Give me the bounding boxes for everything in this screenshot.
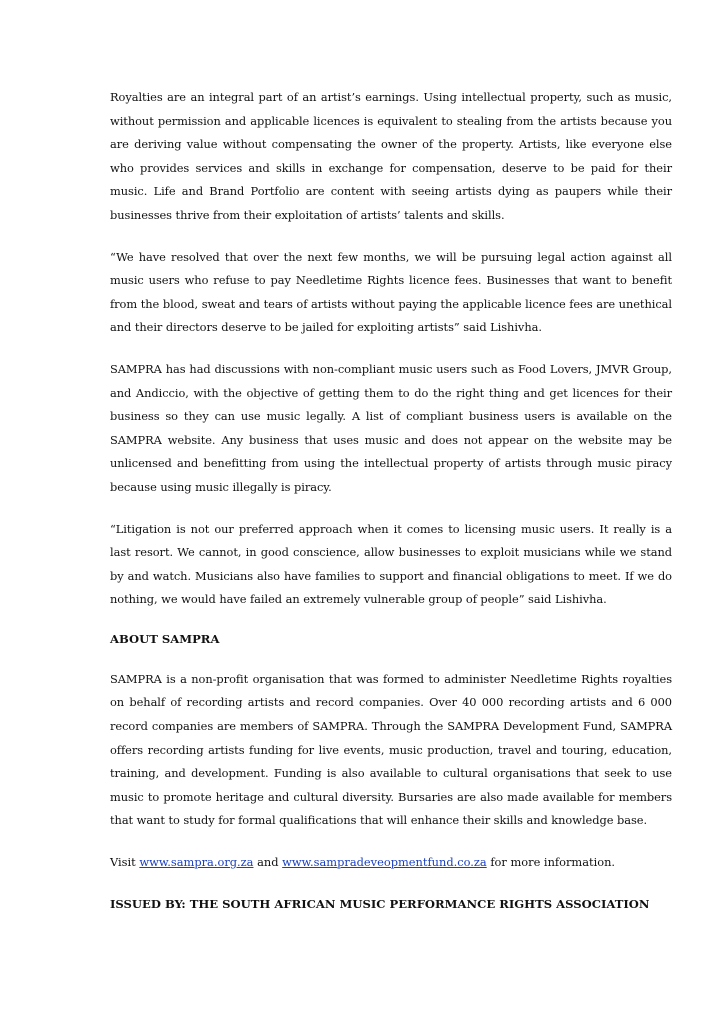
document-body [110,86,672,933]
paragraph-legal-action-quote: “We have resolved that over the next few months, we will be pursuing legal action against all music users who refuse to pay Needletime Rights licence fees. Businesses that want to benefit from the blood, sweat and tears of artists without paying the applicable licence fees are unethical and their directors deserve to be jailed for exploiting artists” said Lishivha. [110,249,672,335]
about-body: SAMPRA is a non-profit organisation that was formed to administer Needletime Rights royalties on behalf of recording artists and record companies. Over 40 000 recording artists and 6 000 record companies are members of SAMPRA. Through the SAMPRA Development Fund, SAMPRA offers recording artists funding for live events, music production, travel and touring, education, training, and development. Funding is also available to cultural organisations that seek to use music to promote heritage and cultural diversity. Bursaries are also made available for members that want to study for formal qualifications that will enhance their skills and knowledge base. [110,671,672,828]
issued-by-heading: ISSUED BY: THE SOUTH AFRICAN MUSIC PERFORMANCE RIGHTS ASSOCIATION [110,896,650,911]
visit-suffix: for more information. [486,855,616,870]
sampra-website-link[interactable]: www.sampra.org.za [139,855,254,870]
paragraph-royalties: Royalties are an integral part of an artist’s earnings. Using intellectual property, such as music, without permission and applicable licences is equivalent to stealing from the artists because you are deriving value without compensating the owner of the property. Artists, like everyone else who provides services and skills in exchange for compensation, deserve to be paid for their music. Life and Brand Portfolio are content with seeing artists dying as paupers while their businesses thrive from their exploitation of artists’ talents and skills. [110,90,672,222]
paragraph-discussions: SAMPRA has had discussions with non-compliant music users such as Food Lovers, JMVR Group, and Andiccio, with the objective of getting them to do the right thing and get licences for their business so they can use music legally. A list of compliant business users is available on the SAMPRA website. Any business that uses music and does not appear on the website may be unlicensed and benefitting from using the intellectual property of artists through music piracy because using music illegally is piracy. [110,361,672,494]
development-fund-link[interactable]: www.sampradeveopmentfund.co.za [282,855,487,870]
visit-prefix: Visit [110,855,140,870]
visit-middle: and [253,855,283,870]
visit-line [110,851,672,875]
paragraph-litigation-quote: “Litigation is not our preferred approach when it comes to licensing music users. It really is a last resort. We cannot, in good conscience, allow businesses to exploit musicians while we stand by and watch. Musicians also have families to support and financial obligations to meet. If we do nothing, we would have failed an extremely vulnerable group of people” said Lishivha. [110,521,672,607]
about-heading: ABOUT SAMPRA [110,631,220,646]
